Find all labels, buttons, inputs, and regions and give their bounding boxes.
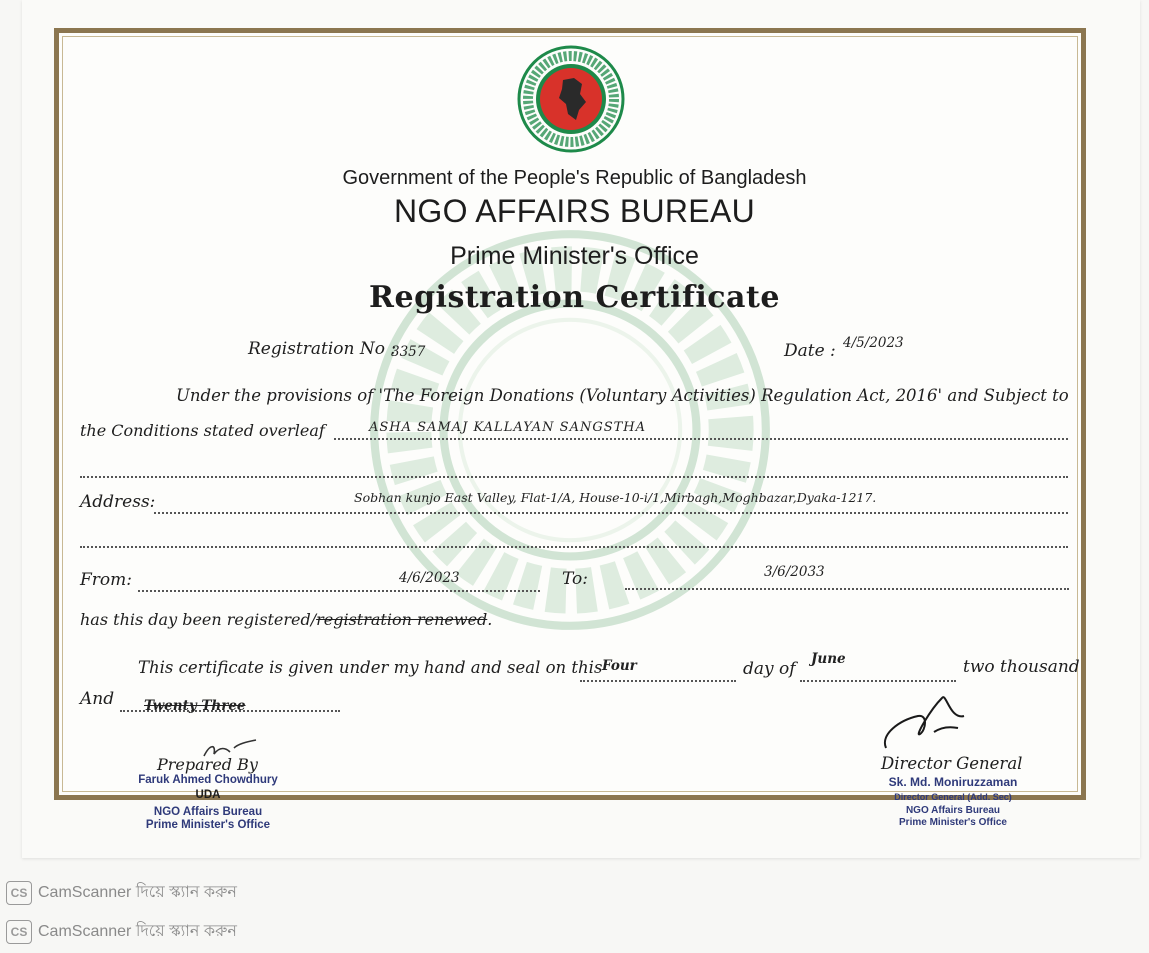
from-label: From: bbox=[80, 570, 133, 590]
bureau-heading: NGO AFFAIRS BUREAU bbox=[393, 193, 756, 229]
renewed-strikethrough: registration renewed bbox=[316, 610, 488, 629]
address-value: Sobhan kunjo East Valley, Flat-1/A, House-10-i/1,Mirbagh,Moghbazar,Dyaka-1217. bbox=[354, 490, 877, 505]
address-label: Address: bbox=[80, 492, 156, 512]
camscanner-logo-icon: CS bbox=[6, 920, 32, 944]
year-value: Twenty Three bbox=[144, 698, 246, 714]
camscanner-watermark-1: CS CamScanner দিয়ে স্ক্যান করুন bbox=[6, 879, 237, 906]
registered-statement: has this day been registered/registration renewed. bbox=[80, 610, 493, 629]
director-signature-icon bbox=[878, 690, 970, 752]
registration-no-value: 3357 bbox=[391, 344, 426, 360]
to-label: To: bbox=[562, 569, 588, 589]
month-value: June bbox=[811, 651, 846, 667]
certificate-title: Registration Certificate bbox=[369, 280, 780, 315]
date-value: 4/5/2023 bbox=[843, 335, 904, 351]
government-emblem-icon bbox=[516, 44, 626, 154]
prepared-bureau: NGO Affairs Bureau bbox=[153, 806, 263, 818]
organization-name: ASHA SAMAJ KALLAYAN SANGSTHA bbox=[369, 420, 647, 435]
two-thousand-label: two thousand bbox=[963, 657, 1080, 677]
from-date: 4/6/2023 bbox=[399, 570, 460, 586]
prepared-name: Faruk Ahmed Chowdhury bbox=[138, 774, 278, 786]
camscanner-watermark-2: CS CamScanner দিয়ে স্ক্যান করুন bbox=[6, 918, 237, 945]
director-bureau: NGO Affairs Bureau bbox=[905, 805, 1001, 816]
and-label: And bbox=[80, 689, 115, 709]
given-statement: This certificate is given under my hand and seal on this bbox=[138, 658, 603, 677]
provision-text: Under the provisions of 'The Foreign Donations (Voluntary Activities) Regulation Act, 2016' and Subject to bbox=[176, 386, 1069, 405]
prepared-by-label: Prepared By bbox=[157, 755, 258, 774]
conditions-label: the Conditions stated overleaf bbox=[80, 421, 325, 440]
prepared-designation: UDA bbox=[195, 789, 221, 801]
government-heading: Government of the People's Republic of Bangladesh bbox=[342, 167, 807, 189]
director-name: Sk. Md. Moniruzzaman bbox=[888, 775, 1018, 789]
day-of-label: day of bbox=[743, 659, 796, 679]
prepared-office: Prime Minister's Office bbox=[145, 819, 271, 831]
office-heading: Prime Minister's Office bbox=[450, 242, 699, 270]
registration-no-label: Registration No : bbox=[248, 339, 397, 359]
director-office: Prime Minister's Office bbox=[899, 817, 1007, 828]
director-general-label: Director General bbox=[881, 754, 1023, 773]
day-value: Four bbox=[602, 658, 637, 674]
director-designation: Director General (Add. Sec) bbox=[894, 792, 1012, 802]
date-label: Date : bbox=[784, 341, 836, 361]
camscanner-logo-icon: CS bbox=[6, 881, 32, 905]
to-date: 3/6/2033 bbox=[764, 564, 825, 580]
